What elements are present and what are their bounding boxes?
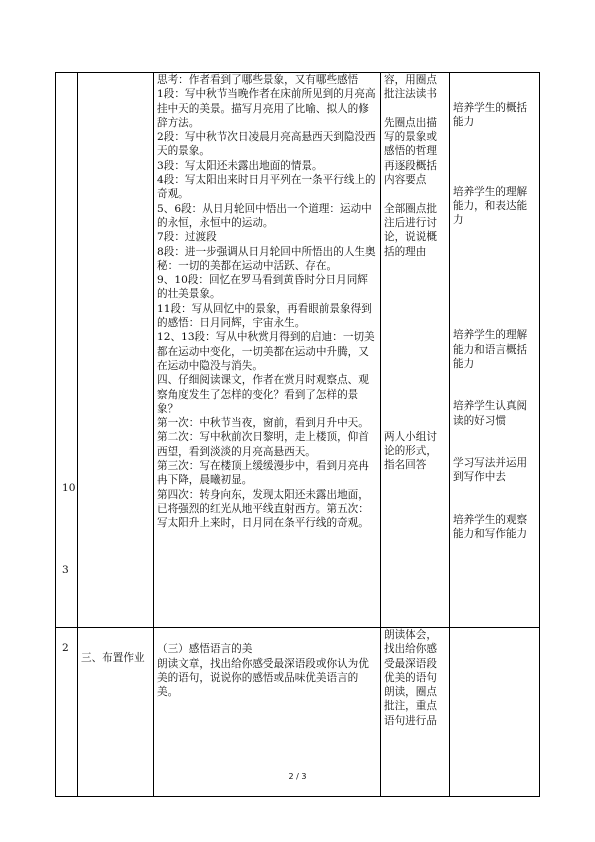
content-paragraph: 四、仔细阅读课文，作者在赏月时观察点、观察角度发生了怎样的变化？看到了怎样的景象？ bbox=[157, 374, 369, 415]
time-value: 10 bbox=[62, 482, 76, 494]
content-cell bbox=[154, 73, 381, 628]
content-paragraph: 2段：写中秋节次日凌晨月亮高悬西天到隐没西天的景象。 bbox=[157, 131, 376, 158]
page-number: 2 / 3 bbox=[288, 772, 307, 781]
time-cell bbox=[56, 73, 78, 654]
content-paragraph: 第四次：转身向东，发现太阳还未露出地面，已将强烈的红光从地平线直射西方。第五次：写太阳升上来时，日月同在条平行线的奇观。 bbox=[157, 488, 369, 530]
content-paragraph: 5、6段：从日月轮回中悟出一个道理：运动中的永恒，永恒中的运动。 bbox=[157, 202, 372, 229]
content-paragraph: 8段：进一步强调从日月轮回中所悟出的人生奥秘：一切的美都在运动中活跃、存在。 bbox=[157, 245, 376, 272]
goal-cell bbox=[450, 73, 540, 628]
goal-text: 培养学生认真阅读的好习惯 bbox=[453, 400, 528, 427]
content-paragraph: 3段：写太阳还未露出地面的情景。 bbox=[157, 159, 323, 172]
activity-text: 两人小组讨论的形式，指名回答 bbox=[384, 430, 437, 472]
lesson-plan-table bbox=[55, 72, 540, 797]
content-paragraph: 4段：写太阳出来时日月平列在一条平行线上的奇观。 bbox=[157, 174, 376, 201]
content-paragraph: 12、13段：写从中秋赏月得到的启迪：一切美都在运动中变化，一切美都在运动中升腾，又在运动中隐没与消失。 bbox=[157, 331, 375, 372]
activity-text: 朗读体会，找出给你感受最深语段优美的语句朗读，圈点批注，重点语句进行品 bbox=[384, 629, 437, 727]
content-paragraph: 第一次：中秋节当夜，窗前，看到月升中天。 bbox=[157, 417, 369, 430]
activity-text: 先圈点出描写的景象或感悟的哲理再逐段概括内容要点 bbox=[384, 116, 437, 187]
goal-text: 培养学生的观察能力和写作能力 bbox=[453, 513, 528, 540]
content-paragraph: （三）感悟语言的美 bbox=[157, 643, 253, 656]
activity-cell bbox=[381, 73, 450, 628]
content-paragraph: 思考：作者看到了哪些景象，又有哪些感悟 bbox=[157, 74, 359, 86]
content-paragraph: 11段：写从回忆中的景象，再看眼前景象得到的感悟：日月同辉，宇宙永生。 bbox=[157, 302, 372, 330]
content-paragraph: 第三次：写在楼顶上缓缓漫步中，看到月亮冉冉下降，晨曦初显。 bbox=[157, 460, 369, 487]
goal-text: 学习写法并运用到写作中去 bbox=[453, 456, 528, 484]
content-paragraph: 第二次：写中秋前次日黎明，走上楼顶，仰首西望，看到淡淡的月亮高悬西天。 bbox=[157, 431, 369, 458]
content-paragraph: 9、10段：回忆在罗马看到黄昏时分日月同辉的壮美景象。 bbox=[157, 274, 368, 301]
time-value: 2 bbox=[62, 642, 69, 654]
time-value: 3 bbox=[62, 564, 69, 576]
table-row bbox=[56, 73, 540, 628]
goal-text: 培养学生的理解能力和语言概括能力 bbox=[453, 329, 528, 371]
content-paragraph: 朗读文章，找出给你感受最深语段或你认为优美的语句，说说你的感悟或品味优美语言的美。 bbox=[157, 657, 369, 699]
content-paragraph: 1段：写中秋节当晚作者在床前所见到的月亮高挂中天的美景。描写月亮用了比喻、拟人的修辞方法。 bbox=[157, 88, 376, 129]
activity-text: 全部圈点批注后进行讨论，说说概括的理由 bbox=[384, 202, 437, 258]
content-paragraph: 7段：过渡段 bbox=[157, 231, 217, 244]
section-cell: 三、布置作业 bbox=[78, 628, 154, 797]
activity-text: 容，用圈点批注法读书 bbox=[384, 74, 437, 101]
goal-text: 培养学生的理解能力，和表达能力 bbox=[453, 185, 528, 227]
goal-text: 培养学生的概括能力 bbox=[453, 102, 528, 129]
section-cell bbox=[78, 73, 154, 628]
